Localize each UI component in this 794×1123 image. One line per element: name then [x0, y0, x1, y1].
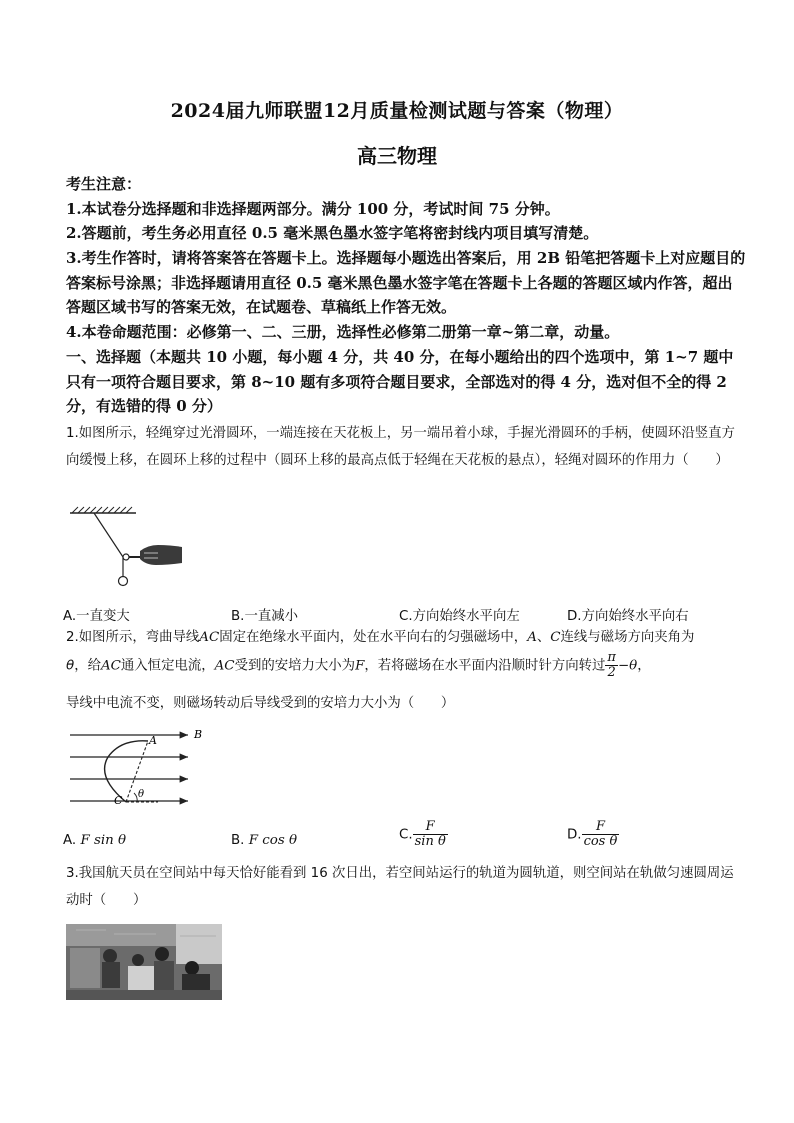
- question-2-text: 2.如图所示，弯曲导线AC固定在绝缘水平面内，处在水平向右的匀强磁场中，A、C连线与磁场方向夹角为 θ，给AC通入恒定电流，AC受到的安培力大小为F，若将磁场在水平面内沿顺时针方向转过 $\frac{\pi}{2}$ −θ，: [66, 630, 695, 680]
- page-title: 2024届九师联盟12月质量检测试题与答案（物理）: [170, 100, 624, 122]
- question-1-figure: [66, 505, 186, 595]
- figure-label-c: C: [114, 794, 123, 807]
- question-1-text: 1.如图所示，轻绳穿过光滑圆环，一端连接在天花板上，另一端吊着小球，手握光滑圆环的手柄，使圆环沿竖直方向缓慢上移，在圆环上移的过程中（圆环上移的最高点低于轻绳在天花板的悬点），轻绳对圆环的作用力（ ）: [66, 426, 735, 468]
- question-1-option-a: A.一直变大: [63, 609, 130, 624]
- question-3-text: 3.我国航天员在空间站中每天恰好能看到 16 次日出，若空间站运行的轨道为圆轨道，则空间站在轨做匀速圆周运动时（ ）: [66, 866, 734, 908]
- question-2-option-c: C. $\frac{F}{\text{sin θ}}$: [399, 819, 446, 849]
- notice-item-2: 2.答题前，考生务必用直径 0.5 毫米黑色墨水签字笔将密封线内项目填写清楚。: [66, 224, 599, 242]
- question-3-photo: [66, 924, 222, 1000]
- notice-heading: 考生注意：: [66, 175, 142, 193]
- figure-label-b: B: [194, 728, 203, 741]
- notice-item-3: 3.考生作答时，请将答案答在答题卡上。选择题每小题选出答案后，用 2B 铅笔把答题卡上对应题目的答案标号涂黑；非选择题请用直径 0.5 毫米黑色墨水签字笔在答题卡上各题的答题区域内作答，超出答题区域书写的答案无效，在试题卷、草稿纸上作答无效。: [66, 249, 746, 316]
- section-heading: 一、选择题（本题共 10 小题，每小题 4 分，共 40 分，在每小题给出的四个选项中，第 1~7 题中只有一项符合题目要求，第 8~10 题有多项符合题目要求，全部选对的得 4 分，选对但不全的得 2 分，有选错的得 0 分）: [66, 348, 734, 415]
- question-2-text-line-2: 导线中电流不变，则磁场转动后导线受到的安培力大小为（ ）: [66, 696, 455, 711]
- figure-label-theta: θ: [138, 789, 145, 800]
- question-2-option-a: A. F sin θ: [63, 833, 127, 848]
- question-2-option-d: D. $\frac{F}{\text{cos θ}}$: [567, 819, 618, 849]
- notice-item-1: 1.本试卷分选择题和非选择题两部分。满分 100 分，考试时间 75 分钟。: [66, 200, 560, 218]
- question-2-option-b: B. F cos θ: [231, 833, 298, 848]
- question-1-option-d: D.方向始终水平向右: [567, 609, 689, 624]
- notice-item-4: 4.本卷命题范围：必修第一、二、三册，选择性必修第二册第一章~第二章，动量。: [66, 323, 620, 341]
- question-1-option-c: C.方向始终水平向左: [399, 609, 520, 624]
- page-subtitle: 高三物理: [357, 144, 437, 168]
- question-1-option-b: B.一直减小: [231, 609, 299, 624]
- question-2-figure: [66, 727, 216, 811]
- figure-label-a: A: [149, 734, 157, 747]
